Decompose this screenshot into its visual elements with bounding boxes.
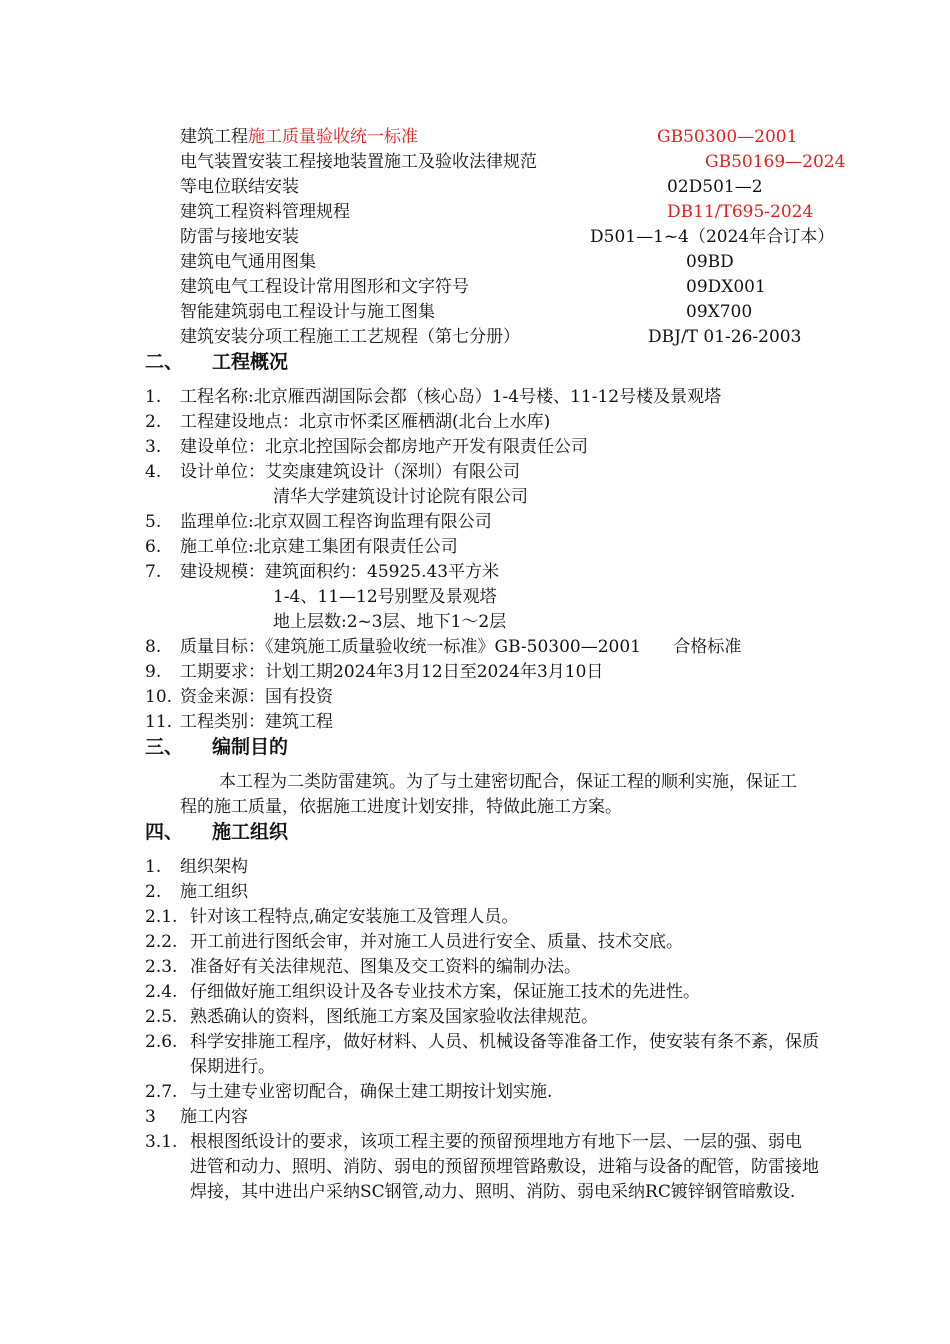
list-item-continuation: 保期进行。 xyxy=(190,1057,275,1077)
standard-name: 建筑电气通用图集 xyxy=(180,252,316,272)
list-number: 7. xyxy=(145,562,162,582)
list-item: 施工内容 xyxy=(180,1107,248,1127)
list-item-continuation: 进管和动力、照明、消防、弱电的预留预埋管路敷设，进箱与设备的配管，防雷接地 xyxy=(190,1157,819,1177)
list-number: 2.1. xyxy=(145,907,178,927)
list-number: 1. xyxy=(145,387,162,407)
standard-name: 电气装置安装工程接地装置施工及验收法律规范 xyxy=(180,152,537,172)
list-number: 5. xyxy=(145,512,162,532)
standard-code: 09X700 xyxy=(686,302,753,322)
list-item: 工期要求：计划工期2024年3月12日至2024年3月10日 xyxy=(180,662,604,682)
list-item: 针对该工程特点,确定安装施工及管理人员。 xyxy=(190,907,519,927)
list-item-continuation: 焊接，其中进出户采纳SC钢管,动力、照明、消防、弱电采纳RC镀锌钢管暗敷设. xyxy=(190,1182,796,1202)
list-number: 2.6. xyxy=(145,1032,178,1052)
list-number: 3.1. xyxy=(145,1132,178,1152)
standard-code: GB50300—2001 xyxy=(657,127,798,147)
list-number: 10. xyxy=(145,687,173,707)
list-item: 工程名称:北京雁西湖国际会都（核心岛）1-4号楼、11-12号楼及景观塔 xyxy=(180,387,722,407)
list-item: 仔细做好施工组织设计及各专业技术方案，保证施工技术的先进性。 xyxy=(190,982,700,1002)
list-item: 与土建专业密切配合，确保土建工期按计划实施. xyxy=(190,1082,553,1102)
list-item: 组织架构 xyxy=(180,857,248,877)
list-number: 9. xyxy=(145,662,162,682)
standard-item xyxy=(180,126,418,148)
list-item: 熟悉确认的资料，图纸施工方案及国家验收法律规范。 xyxy=(190,1007,598,1027)
section-title: 工程概况 xyxy=(212,351,289,373)
standard-name: 建筑电气工程设计常用图形和文字符号 xyxy=(180,277,469,297)
standard-name: 建筑工程 xyxy=(180,127,248,147)
standard-name: 防雷与接地安装 xyxy=(180,227,299,247)
list-number: 2. xyxy=(145,882,162,902)
section-number: 三、 xyxy=(145,736,184,758)
standard-code: GB50169—2024 xyxy=(705,152,846,172)
list-item: 质量目标：《建筑施工质量验收统一标准》GB-50300—2001 合格标准 xyxy=(180,637,742,657)
list-item: 根根图纸设计的要求，该项工程主要的预留预埋地方有地下一层、一层的强、弱电 xyxy=(190,1132,802,1152)
list-number: 6. xyxy=(145,537,162,557)
section-number: 四、 xyxy=(145,821,184,843)
list-item-continuation: 1-4、11—12号别墅及景观塔 xyxy=(273,587,497,607)
standard-name: 建筑安装分项工程施工工艺规程（第七分册） xyxy=(180,327,520,347)
paragraph-line: 程的施工质量，依据施工进度计划安排，特做此施工方案。 xyxy=(180,797,622,817)
list-item: 建设单位：北京北控国际会都房地产开发有限责任公司 xyxy=(180,437,588,457)
list-number: 2.4. xyxy=(145,982,178,1002)
list-number: 3 xyxy=(145,1107,156,1127)
standard-code: DBJ/T 01-26-2003 xyxy=(648,327,802,347)
paragraph-line: 本工程为二类防雷建筑。为了与土建密切配合，保证工程的顺利实施，保证工 xyxy=(219,772,797,792)
section-title: 编制目的 xyxy=(212,736,289,758)
list-item-continuation: 清华大学建筑设计讨论院有限公司 xyxy=(273,487,528,507)
list-item: 设计单位：艾奕康建筑设计（深圳）有限公司 xyxy=(180,462,520,482)
list-item: 资金来源：国有投资 xyxy=(180,687,333,707)
list-number: 1. xyxy=(145,857,162,877)
list-item: 开工前进行图纸会审，并对施工人员进行安全、质量、技术交底。 xyxy=(190,932,683,952)
list-item: 施工单位:北京建工集团有限责任公司 xyxy=(180,537,458,557)
list-number: 11. xyxy=(145,712,173,732)
list-number: 8. xyxy=(145,637,162,657)
list-number: 2.7. xyxy=(145,1082,178,1102)
standard-code: 09BD xyxy=(686,252,734,272)
section-title: 施工组织 xyxy=(212,821,289,843)
list-number: 2.2. xyxy=(145,932,178,952)
section-number: 二、 xyxy=(145,351,184,373)
standard-code: D501—1~4（2024年合订本） xyxy=(590,227,835,247)
list-number: 2.5. xyxy=(145,1007,178,1027)
list-item: 工程类别：建筑工程 xyxy=(180,712,333,732)
list-item-continuation: 地上层数:2~3层、地下1～2层 xyxy=(273,612,507,632)
standard-code: 09DX001 xyxy=(686,277,766,297)
standard-name: 建筑工程资料管理规程 xyxy=(180,202,350,222)
standard-name-highlight: 施工质量验收统一标准 xyxy=(248,127,418,147)
list-number: 4. xyxy=(145,462,162,482)
list-number: 3. xyxy=(145,437,162,457)
standard-code: DB11/T695-2024 xyxy=(667,202,814,222)
list-item: 科学安排施工程序，做好材料、人员、机械设备等准备工作，使安装有条不紊，保质 xyxy=(190,1032,819,1052)
list-item: 建设规模：建筑面积约：45925.43平方米 xyxy=(180,562,500,582)
list-item: 监理单位:北京双圆工程咨询监理有限公司 xyxy=(180,512,492,532)
standard-code: 02D501—2 xyxy=(667,177,763,197)
standard-name: 智能建筑弱电工程设计与施工图集 xyxy=(180,302,435,322)
list-number: 2.3. xyxy=(145,957,178,977)
list-item: 准备好有关法律规范、图集及交工资料的编制办法。 xyxy=(190,957,581,977)
list-number: 2. xyxy=(145,412,162,432)
standard-name: 等电位联结安装 xyxy=(180,177,299,197)
list-item: 施工组织 xyxy=(180,882,248,902)
list-item: 工程建设地点：北京市怀柔区雁栖湖(北台上水库) xyxy=(180,412,551,432)
